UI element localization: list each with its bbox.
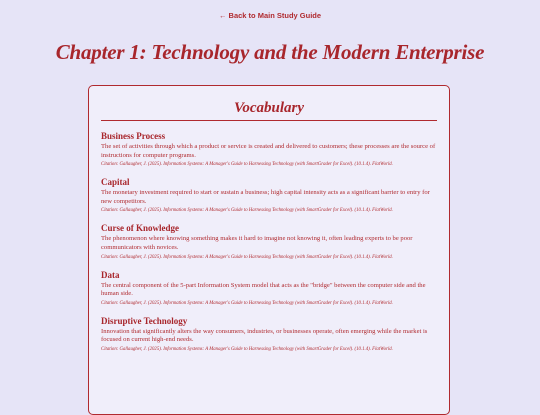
vocabulary-heading: Vocabulary [101,100,437,121]
vocabulary-list [89,121,449,353]
vocabulary-card [88,85,450,415]
vocab-citation: Citation: Gallaugher, J. (2025). Information Systems: A Manager's Guide to Harnessing Technology (with SmartGrader for Excel). (10.1.4). FlatWorld. [101,346,393,352]
back-to-study-guide-link[interactable]: ← Back to Main Study Guide [218,11,322,20]
page-title: Chapter 1: Technology and the Modern Enterprise [55,40,485,64]
vocab-entry [101,316,437,353]
vocab-definition: The monetary investment required to start or sustain a business; high capital intensity acts as a significant barrier to entry for new competitors. [101,189,430,205]
vocab-citation: Citation: Gallaugher, J. (2025). Information Systems: A Manager's Guide to Harnessing Technology (with SmartGrader for Excel). (10.1.4). FlatWorld. [101,300,393,306]
vocab-citation: Citation: Gallaugher, J. (2025). Information Systems: A Manager's Guide to Harnessing Technology (with SmartGrader for Excel). (10.1.4). FlatWorld. [101,162,393,168]
vocab-entry [101,131,437,168]
vocab-definition: Innovation that significantly alters the way consumers, industries, or businesses operate, often emerging while the market is focused on current high-end needs. [101,327,428,344]
vocab-entry [101,177,437,214]
vocab-entry [101,270,437,307]
vocab-citation: Citation: Gallaugher, J. (2025). Information Systems: A Manager's Guide to Harnessing Technology (with SmartGrader for Excel). (10.1.4). FlatWorld. [101,208,393,214]
vocab-definition: The set of activities through which a product or service is created and delivered to customers; these processes are the source of instructions for computer programs. [101,143,436,159]
vocab-term: Curse of Knowledge [101,223,179,234]
vocab-definition: The phenomenon where knowing something makes it hard to imagine not knowing it, often leading experts to be poor communicators with novices. [101,235,413,251]
vocab-term: Disruptive Technology [101,315,188,326]
vocab-term: Business Process [101,131,166,141]
vocab-term: Capital [101,177,130,188]
vocab-term: Data [101,269,120,280]
vocab-entry [101,223,437,260]
vocab-citation: Citation: Gallaugher, J. (2025). Information Systems: A Manager's Guide to Harnessing Technology (with SmartGrader for Excel). (10.1.4). FlatWorld. [101,254,393,260]
vocab-definition: The central component of the 5-part Information System model that acts as the "bridge" between the computer side and the human side. [101,281,426,298]
